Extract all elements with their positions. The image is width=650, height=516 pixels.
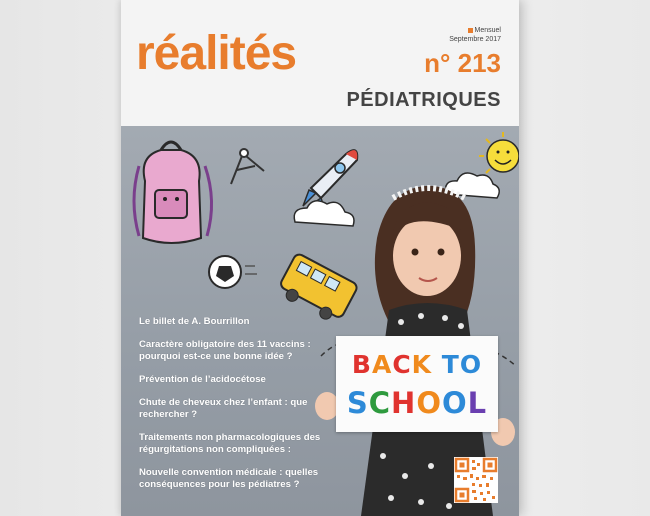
sign-letter: K <box>411 350 433 379</box>
issue-number: n° 213 <box>424 48 501 78</box>
soccer-ball-icon <box>209 256 257 288</box>
sign-line-2 <box>336 386 498 420</box>
sign-letter: B <box>351 350 372 379</box>
frequency-label: Mensuel <box>474 27 501 34</box>
toc-item[interactable]: Traitements non pharmacologiques des régurgitations non compliquées : <box>139 432 321 455</box>
school-bus-icon <box>275 252 358 325</box>
cover-header <box>121 0 519 126</box>
toc-item[interactable]: Caractère obligatoire des 11 vaccins : pourquoi est-ce une bonne idée ? <box>139 339 311 362</box>
sign-letter: L <box>467 386 488 420</box>
rocket-icon <box>303 150 357 210</box>
sign-letter: O <box>416 386 442 420</box>
sign-letter: H <box>391 386 417 420</box>
sign-line-1 <box>336 350 498 379</box>
sign-letter: A <box>371 350 393 379</box>
toc-item[interactable]: Chute de cheveux chez l’enfant : que rechercher ? <box>139 397 308 420</box>
toc-item[interactable]: Prévention de l’acidocétose <box>139 374 266 385</box>
compass-icon <box>231 149 264 184</box>
toc-item[interactable]: Le billet de A. Bourrillon <box>139 316 250 327</box>
magazine-subtitle: PÉDIATRIQUES <box>346 89 501 111</box>
table-of-contents <box>139 316 349 502</box>
issue-date: Septembre 2017 <box>449 36 501 43</box>
toc-item[interactable]: Nouvelle convention médicale : quelles conséquences pour les pédiatres ? <box>139 467 319 490</box>
sign-letter: C <box>392 350 412 379</box>
sign-letter <box>432 350 442 379</box>
sun-icon <box>479 132 519 173</box>
issue-meta <box>449 26 501 44</box>
backpack-icon <box>134 142 212 243</box>
square-bullet-icon <box>468 28 473 33</box>
sign-letter: O <box>441 386 468 420</box>
back-to-school-sign <box>336 336 498 432</box>
qr-code-icon <box>454 457 498 503</box>
sign-letter: T <box>441 350 460 379</box>
cover-photo <box>121 126 519 516</box>
sign-letter: C <box>368 386 392 420</box>
sign-letter: S <box>346 386 369 420</box>
magazine-cover <box>121 0 519 516</box>
magazine-logo: réalités <box>136 27 297 80</box>
sign-letter: O <box>459 350 483 379</box>
